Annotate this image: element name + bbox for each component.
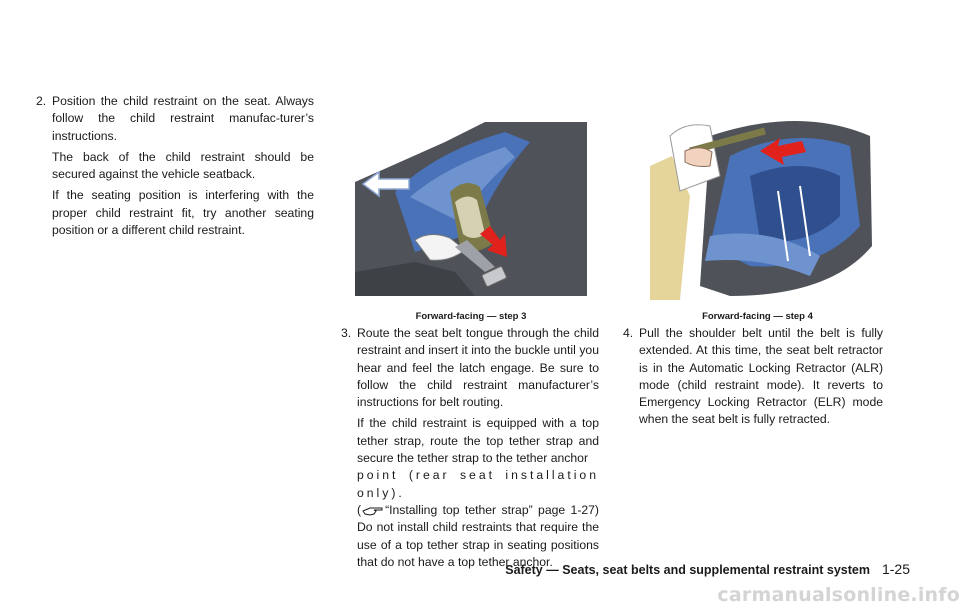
figure-forward-facing-step-3	[355, 122, 587, 296]
figure-forward-facing-step-4	[650, 96, 876, 300]
step-2-para-1: Position the child restraint on the seat. Always follow the child restraint manufac-turer’s instructions.	[52, 94, 314, 143]
step-4-para-1: Pull the shoulder belt until the belt is fully extended. At this time, the seat belt retractor is in the Automatic Locking Retractor (ALR) mode (child restraint mode). It reverts to Emergency Locking Retractor (ELR) mode when the seat belt is fully retracted.	[639, 326, 883, 427]
step-2-item	[36, 93, 314, 239]
step-3-spaced-line: point (rear seat installation only).	[357, 468, 599, 500]
reference-link-text[interactable]: “Installing top tether strap” page 1-27) Do not install child restraints that require the use of a top tether strap in seating positions that do not have a top tether anchor.	[357, 502, 599, 569]
step-2-para-3: If the seating position is interfering with the proper child restraint fit, try another seating position or a different child restraint.	[52, 188, 314, 238]
step-3-para-2-text: If the child restraint is equipped with a top tether strap, route the top tether strap and secure the tether strap to the tether anchor	[357, 416, 599, 466]
step-3-item	[341, 325, 599, 571]
step-3-para-2	[357, 415, 599, 467]
page-footer	[480, 561, 910, 577]
step-4-item	[623, 325, 883, 429]
footer-section-title: Safety — Seats, seat belts and supplemental restraint system	[505, 563, 870, 577]
step-2-para-2: The back of the child restraint should be secured against the vehicle seatback.	[52, 149, 314, 182]
step-2-number: 2.	[36, 94, 47, 108]
step-4-text	[623, 325, 883, 433]
page-number: 1-25	[881, 561, 910, 577]
step-2-text	[36, 93, 314, 243]
step-4-number: 4.	[623, 326, 634, 340]
step-3-text	[341, 325, 599, 575]
step-3-number: 3.	[341, 326, 352, 340]
reference-open-paren: (	[357, 502, 362, 517]
figure-2-caption: Forward-facing — step 4	[702, 311, 813, 322]
step-3-para-1: Route the seat belt tongue through the child restraint and insert it into the buckle until you hear and feel the latch engage. Be sure to follow the child restraint manufacturer’s instructions for belt routing.	[357, 326, 599, 410]
watermark: carmanualsonline.info	[717, 584, 960, 606]
pointing-hand-icon	[362, 505, 384, 517]
figure-1-caption: Forward-facing — step 3	[415, 311, 527, 322]
